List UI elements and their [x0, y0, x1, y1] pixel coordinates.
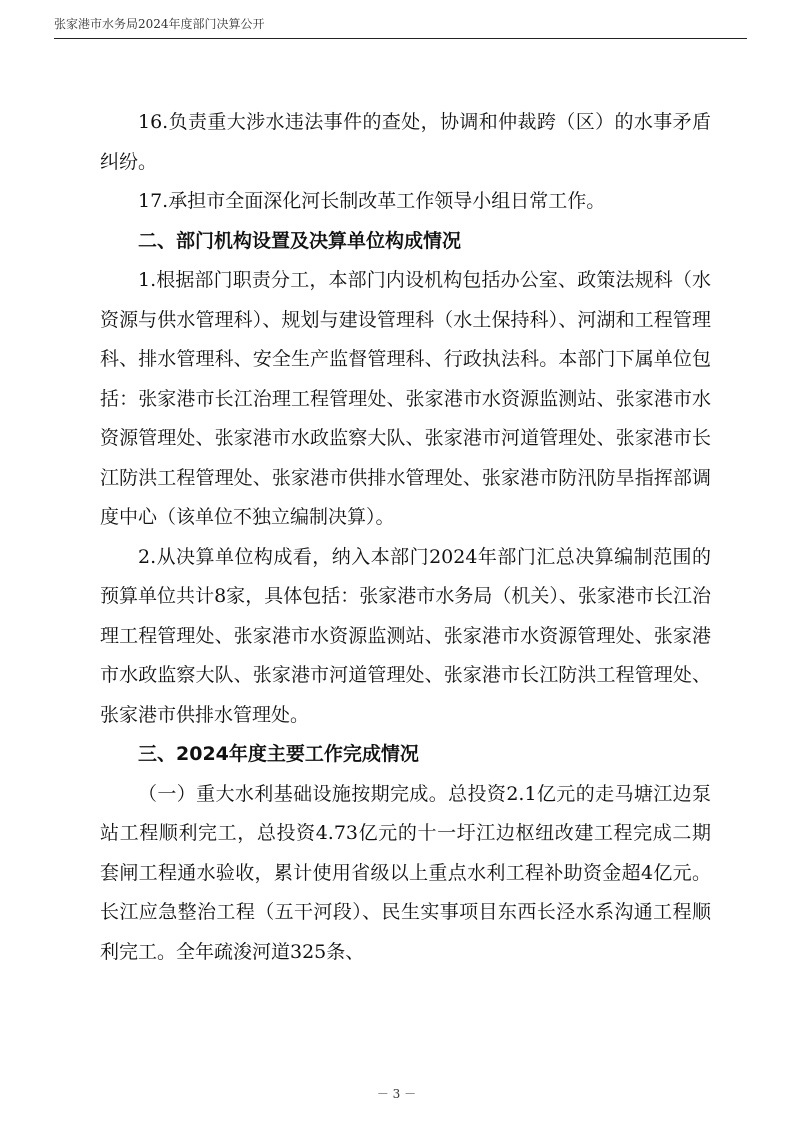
- section-heading-3: 三、2024年度主要工作完成情况: [138, 743, 419, 765]
- page-header: [54, 14, 747, 39]
- paragraph-section2-2: 2.从决算单位构成看，纳入本部门2024年部门汇总决算编制范围的预算单位共计8家，具体包括：张家港市水务局（机关）、张家港市长江治理工程管理处、张家港市水资源监测站、张家港市水资源管理处、张家港市水政监察大队、张家港市河道管理处、张家港市长江防洪工程管理处、张家港市供排水管理处。: [100, 545, 711, 726]
- document-body: [100, 103, 711, 972]
- section-heading-2: 二、部门机构设置及决算单位构成情况: [138, 229, 462, 252]
- page-number: － 3 －: [376, 1087, 417, 1101]
- paragraph-item-17: 17.承担市全面深化河长制改革工作领导小组日常工作。: [138, 190, 606, 212]
- header-title: 张家港市水务局2024年度部门决算公开: [54, 17, 265, 31]
- paragraph-section3-1: （一）重大水利基础设施按期完成。总投资2.1亿元的走马塘江边泵站工程顺利完工，总投资4.73亿元的十一圩江边枢纽改建工程完成二期套闸工程通水验收，累计使用省级以上重点水利工程补助资金超4亿元。长江应急整治工程（五干河段）、民生实事项目东西长泾水系沟通工程顺利完工。全年疏浚河道325条、: [100, 782, 711, 963]
- paragraph-section2-1: 1.根据部门职责分工，本部门内设机构包括办公室、政策法规科（水资源与供水管理科）、规划与建设管理科（水土保持科）、河湖和工程管理科、排水管理科、安全生产监督管理科、行政执法科。本部门下属单位包括：张家港市长江治理工程管理处、张家港市水资源监测站、张家港市水资源管理处、张家港市水政监察大队、张家港市河道管理处、张家港市长江防洪工程管理处、张家港市供排水管理处、张家港市防汛防旱指挥部调度中心（该单位不独立编制决算）。: [100, 269, 711, 528]
- paragraph-item-16: 16.负责重大涉水违法事件的查处，协调和仲裁跨（区）的水事矛盾纠纷。: [100, 111, 711, 173]
